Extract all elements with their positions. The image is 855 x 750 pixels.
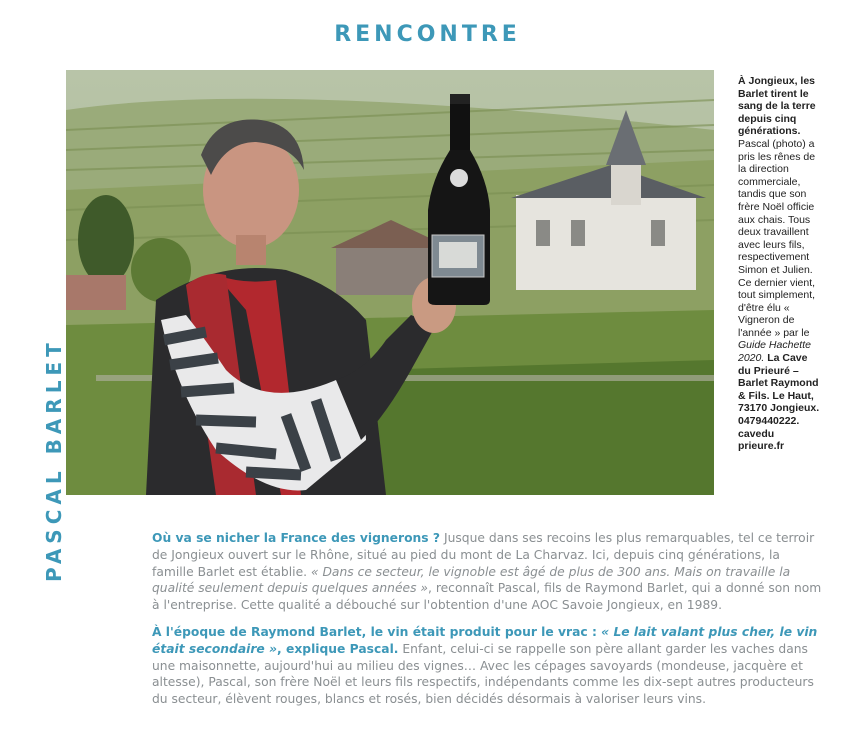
paragraph-1-lead: Où va se nicher la France des vignerons ? xyxy=(152,531,441,545)
paragraph-1-text2: , reconnaît Pascal, fils de Raymond Barlet, qui a donné son nom à l'entreprise. Cette qualité a débouché sur l'obtention d'une AOC Savoie Jongieux, en 1989. xyxy=(152,581,822,613)
caption-intro: À Jongieux, les Barlet tirent le sang de la terre depuis cinq générations. xyxy=(738,75,816,138)
vertical-name xyxy=(24,338,84,600)
paragraph-1 xyxy=(152,530,822,614)
portrait-photo xyxy=(66,70,714,495)
section-title: RENCONTRE xyxy=(334,22,521,47)
paragraph-2-text1: Enfant, celui-ci se rappelle son père allant garder les vaches dans une maisonnette, aujourd'hui au milieu des vignes… Avec les cépages savoyards (mondeuse, jacquère et altesse), Pascal, son frère Noël et leurs fils respectifs, indépendants comme les dix-sept autres producteurs du secteur, élèvent rouges, blancs et rosés, bien décidés désormais à valoriser leurs vins. xyxy=(152,641,814,707)
paragraph-2-quote: « Le lait valant plus cher, le vin était secondaire » xyxy=(152,624,818,656)
vineyard-scene xyxy=(66,70,714,495)
paragraph-2-lead: À l'époque de Raymond Barlet, le vin était produit pour le vrac : xyxy=(152,624,602,639)
paragraph-1-text1: Jusque dans ses recoins les plus remarquables, tel ce terroir de Jongieux ouvert sur le Rhône, situé au pied du mont de La Charvaz. Ici, depuis cinq générations, la famille Barlet est établie. xyxy=(152,531,815,579)
caption-address: La Cave du Prieuré – Barlet Raymond & Fils. Le Haut, 73170 Jongieux. 0479440222. cavedu prieure.fr xyxy=(738,352,820,453)
vertical-name-label: PASCAL BARLET xyxy=(42,338,66,582)
caption-text: Pascal (photo) a pris les rênes de la direction commerciale, tandis que son frère Noël officie aux chais. Tous deux travaillent avec leurs fils, respectivement Simon et Julien. Ce dernier vient, tout simplement, d'être élu « Vigneron de l'année » par le xyxy=(738,137,816,339)
paragraph-2 xyxy=(152,624,822,708)
paragraph-1-quote: « Dans ce secteur, le vignoble est âgé de plus de 300 ans. Mais on travaille la qualité seulement depuis quelques années » xyxy=(152,564,791,596)
caption-guide: Guide Hachette 2020. xyxy=(738,339,811,365)
article-body xyxy=(152,530,822,718)
paragraph-2-lead-end: , explique Pascal. xyxy=(277,641,399,656)
photo-caption xyxy=(738,75,823,453)
